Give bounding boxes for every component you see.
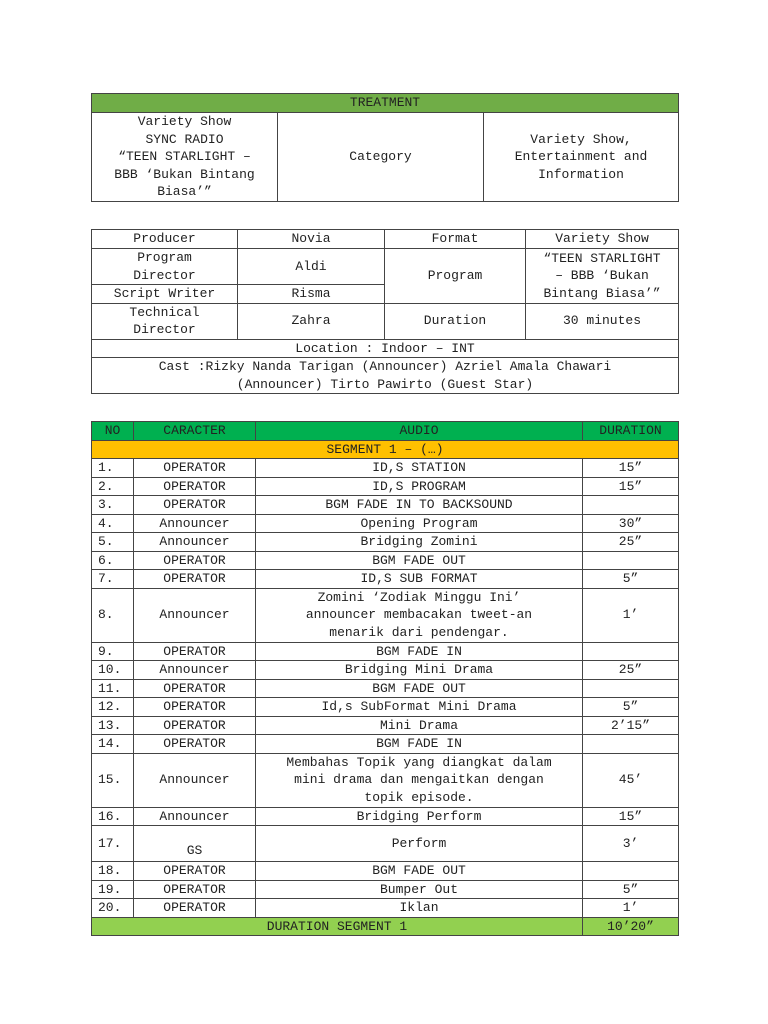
table-row: [92, 807, 679, 826]
table-row: [92, 588, 679, 642]
row-audio: BGM FADE IN TO BACKSOUND: [256, 496, 583, 515]
row-no: 8.: [92, 588, 134, 642]
row-duration: [583, 679, 679, 698]
row-audio: BGM FADE IN: [256, 642, 583, 661]
row-no: 2.: [92, 477, 134, 496]
row-duration: 45’: [583, 753, 679, 807]
row-audio: ID,S PROGRAM: [256, 477, 583, 496]
row-audio: BGM FADE OUT: [256, 551, 583, 570]
row-duration: [583, 551, 679, 570]
row-character: OPERATOR: [134, 698, 256, 717]
header-character: CARACTER: [134, 422, 256, 441]
table-row: [92, 642, 679, 661]
table-row: [92, 551, 679, 570]
row-audio: Mini Drama: [256, 716, 583, 735]
location: Location : Indoor – INT: [92, 339, 679, 358]
row-duration: 1’: [583, 588, 679, 642]
production-info-table: [91, 229, 679, 394]
technical-director-label: Technical Director: [92, 303, 238, 339]
row-character: Announcer: [134, 661, 256, 680]
segment-total-label: DURATION SEGMENT 1: [92, 917, 583, 936]
row-audio: BGM FADE OUT: [256, 679, 583, 698]
header-audio: AUDIO: [256, 422, 583, 441]
table-row: [92, 477, 679, 496]
row-no: 20.: [92, 899, 134, 918]
row-audio: Bridging Mini Drama: [256, 661, 583, 680]
segment-total-value: 10’20”: [583, 917, 679, 936]
row-duration: [583, 735, 679, 754]
table-row: [92, 880, 679, 899]
segment-title: SEGMENT 1 – (…): [92, 440, 679, 459]
row-no: 12.: [92, 698, 134, 717]
row-no: 17.: [92, 826, 134, 862]
row-character: OPERATOR: [134, 496, 256, 515]
table-row: [92, 679, 679, 698]
row-duration: 15”: [583, 459, 679, 478]
row-character: Announcer: [134, 533, 256, 552]
format-label: Format: [385, 230, 526, 249]
row-character: GS: [134, 826, 256, 862]
table-row: [92, 862, 679, 881]
row-no: 5.: [92, 533, 134, 552]
script-writer-value: Risma: [238, 285, 385, 304]
table-row: [92, 698, 679, 717]
row-character: Announcer: [134, 514, 256, 533]
row-no: 14.: [92, 735, 134, 754]
program-director-value: Aldi: [238, 249, 385, 285]
table-row: [92, 753, 679, 807]
row-duration: 25”: [583, 533, 679, 552]
table-row: [92, 716, 679, 735]
row-character: Announcer: [134, 807, 256, 826]
row-duration: 2’15”: [583, 716, 679, 735]
table-row: [92, 496, 679, 515]
format-value: Variety Show: [526, 230, 679, 249]
duration-label: Duration: [385, 303, 526, 339]
row-audio: Id,s SubFormat Mini Drama: [256, 698, 583, 717]
show-title: Variety Show SYNC RADIO “TEEN STARLIGHT – BBB ‘Bukan Bintang Biasa’”: [92, 113, 278, 202]
row-duration: 25”: [583, 661, 679, 680]
row-no: 3.: [92, 496, 134, 515]
row-audio: BGM FADE OUT: [256, 862, 583, 881]
row-audio: Bridging Zomini: [256, 533, 583, 552]
row-duration: 1’: [583, 899, 679, 918]
table-row: [92, 735, 679, 754]
row-audio: Zomini ‘Zodiak Minggu Ini’ announcer membacakan tweet-an menarik dari pendengar.: [256, 588, 583, 642]
technical-director-value: Zahra: [238, 303, 385, 339]
row-audio: Bridging Perform: [256, 807, 583, 826]
row-duration: 5”: [583, 880, 679, 899]
row-no: 6.: [92, 551, 134, 570]
row-no: 13.: [92, 716, 134, 735]
row-audio: Opening Program: [256, 514, 583, 533]
header-no: NO: [92, 422, 134, 441]
row-audio: Bumper Out: [256, 880, 583, 899]
program-value: “TEEN STARLIGHT – BBB ‘Bukan Bintang Biasa’”: [526, 249, 679, 304]
row-duration: 30”: [583, 514, 679, 533]
row-no: 1.: [92, 459, 134, 478]
row-character: OPERATOR: [134, 570, 256, 589]
table-row: [92, 514, 679, 533]
row-character: OPERATOR: [134, 551, 256, 570]
row-no: 16.: [92, 807, 134, 826]
cast: Cast :Rizky Nanda Tarigan (Announcer) Azriel Amala Chawari (Announcer) Tirto Pawirto (Guest Star): [92, 358, 679, 394]
row-duration: [583, 642, 679, 661]
category-label: Category: [278, 113, 484, 202]
row-duration: 5”: [583, 570, 679, 589]
row-audio: Membahas Topik yang diangkat dalam mini drama dan mengaitkan dengan topik episode.: [256, 753, 583, 807]
row-duration: 15”: [583, 477, 679, 496]
program-director-label: Program Director: [92, 249, 238, 285]
table-row: [92, 533, 679, 552]
row-no: 10.: [92, 661, 134, 680]
producer-value: Novia: [238, 230, 385, 249]
row-no: 19.: [92, 880, 134, 899]
row-character: OPERATOR: [134, 862, 256, 881]
row-character: OPERATOR: [134, 459, 256, 478]
row-audio: ID,S STATION: [256, 459, 583, 478]
producer-label: Producer: [92, 230, 238, 249]
row-audio: Iklan: [256, 899, 583, 918]
duration-value: 30 minutes: [526, 303, 679, 339]
row-character: OPERATOR: [134, 477, 256, 496]
row-character: OPERATOR: [134, 899, 256, 918]
table-row: [92, 570, 679, 589]
row-no: 9.: [92, 642, 134, 661]
rundown-table: [91, 421, 679, 936]
row-no: 18.: [92, 862, 134, 881]
row-character: OPERATOR: [134, 880, 256, 899]
treatment-header: TREATMENT: [92, 94, 679, 113]
table-row: [92, 826, 679, 862]
treatment-table: [91, 93, 679, 202]
table-row: [92, 899, 679, 918]
row-no: 15.: [92, 753, 134, 807]
row-duration: 3’: [583, 826, 679, 862]
row-character: OPERATOR: [134, 716, 256, 735]
row-character: OPERATOR: [134, 642, 256, 661]
row-audio: BGM FADE IN: [256, 735, 583, 754]
row-no: 7.: [92, 570, 134, 589]
script-writer-label: Script Writer: [92, 285, 238, 304]
row-character: OPERATOR: [134, 679, 256, 698]
table-row: [92, 459, 679, 478]
row-duration: [583, 496, 679, 515]
program-label: Program: [385, 249, 526, 304]
row-no: 11.: [92, 679, 134, 698]
category-value: Variety Show, Entertainment and Information: [484, 113, 679, 202]
row-duration: 15”: [583, 807, 679, 826]
row-duration: [583, 862, 679, 881]
row-character: Announcer: [134, 588, 256, 642]
row-audio: Perform: [256, 826, 583, 862]
row-duration: 5”: [583, 698, 679, 717]
row-character: OPERATOR: [134, 735, 256, 754]
row-no: 4.: [92, 514, 134, 533]
row-character: Announcer: [134, 753, 256, 807]
table-row: [92, 661, 679, 680]
header-duration: DURATION: [583, 422, 679, 441]
row-audio: ID,S SUB FORMAT: [256, 570, 583, 589]
